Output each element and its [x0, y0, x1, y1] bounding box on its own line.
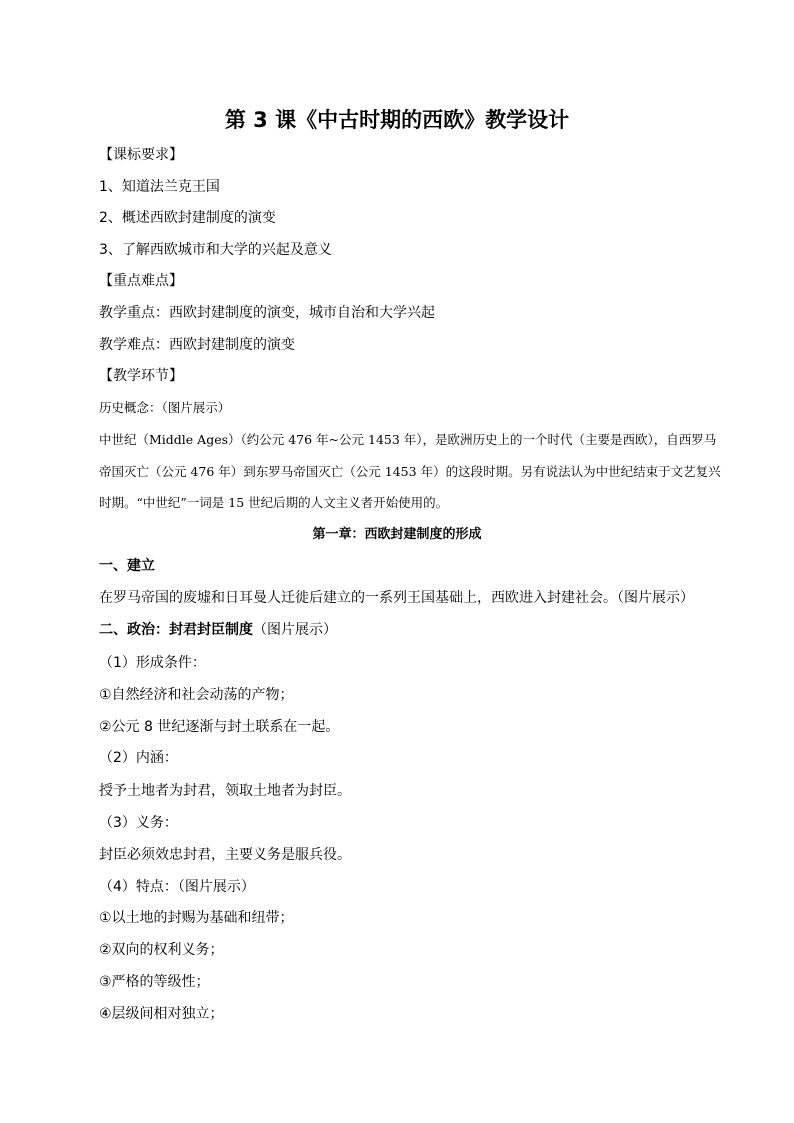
middle-ages-text: 中世纪（Middle Ages）（约公元 476 年~公元 1453 年），是欧洲历史上的一个时代（主要是西欧），自西罗马帝国灭亡（公元 476 年）到东罗马帝国灭亡（公元 1453 年）的这段时期。另有说法认为中世纪结束于文艺复兴时期。“中世纪”一词是 15 世纪后期的人文主义者开始使用的。 — [99, 432, 721, 510]
requirement-item-1: 1、知道法兰克王国 — [99, 179, 220, 195]
middle-ages-paragraph — [99, 424, 723, 519]
difficult-point: 教学难点：西欧封建制度的演变 — [99, 337, 295, 353]
establishment-text: 在罗马帝国的废墟和日耳曼人迁徙后建立的一系列王国基础上，西欧进入封建社会。（图片展示） — [99, 590, 694, 606]
heading-teaching-steps: 【教学环节】 — [99, 368, 183, 384]
formation-condition-2: ②公元 8 世纪逐渐与封土联系在一起。 — [99, 719, 340, 735]
requirement-item-3: 3、了解西欧城市和大学的兴起及意义 — [99, 242, 332, 258]
obligation-label: （3）义务： — [99, 815, 178, 831]
document-title: 第 3 课《中古时期的西欧》教学设计 — [224, 108, 570, 132]
connotation-text: 授予土地者为封君，领取土地者为封臣。 — [99, 783, 351, 799]
history-concept-label: 历史概念：（图片展示） — [99, 400, 231, 415]
feature-1: ①以土地的封赐为基础和纽带； — [99, 910, 294, 926]
section-politics — [99, 620, 337, 640]
heading-key-points: 【重点难点】 — [99, 273, 183, 289]
section-politics-title: 二、政治：封君封臣制度 — [99, 622, 253, 638]
section-establishment: 一、建立 — [99, 558, 155, 574]
key-point: 教学重点：西欧封建制度的演变，城市自治和大学兴起 — [99, 305, 435, 321]
feature-2: ②双向的权利义务； — [99, 942, 224, 958]
chapter-heading: 第一章：西欧封建制度的形成 — [312, 527, 482, 542]
feature-3: ③严格的等级性； — [99, 974, 210, 990]
features-label: （4）特点：（图片展示） — [99, 879, 255, 895]
heading-curriculum-requirements: 【课标要求】 — [99, 147, 183, 163]
connotation-label: （2）内涵： — [99, 750, 178, 766]
formation-condition-1: ①自然经济和社会动荡的产物； — [99, 687, 294, 703]
feature-4: ④层级间相对独立； — [99, 1006, 224, 1022]
section-politics-note: （图片展示） — [253, 622, 337, 638]
formation-conditions-label: （1）形成条件： — [99, 655, 206, 671]
obligation-text: 封臣必须效忠封君，主要义务是服兵役。 — [99, 847, 351, 863]
requirement-item-2: 2、概述西欧封建制度的演变 — [99, 210, 276, 226]
